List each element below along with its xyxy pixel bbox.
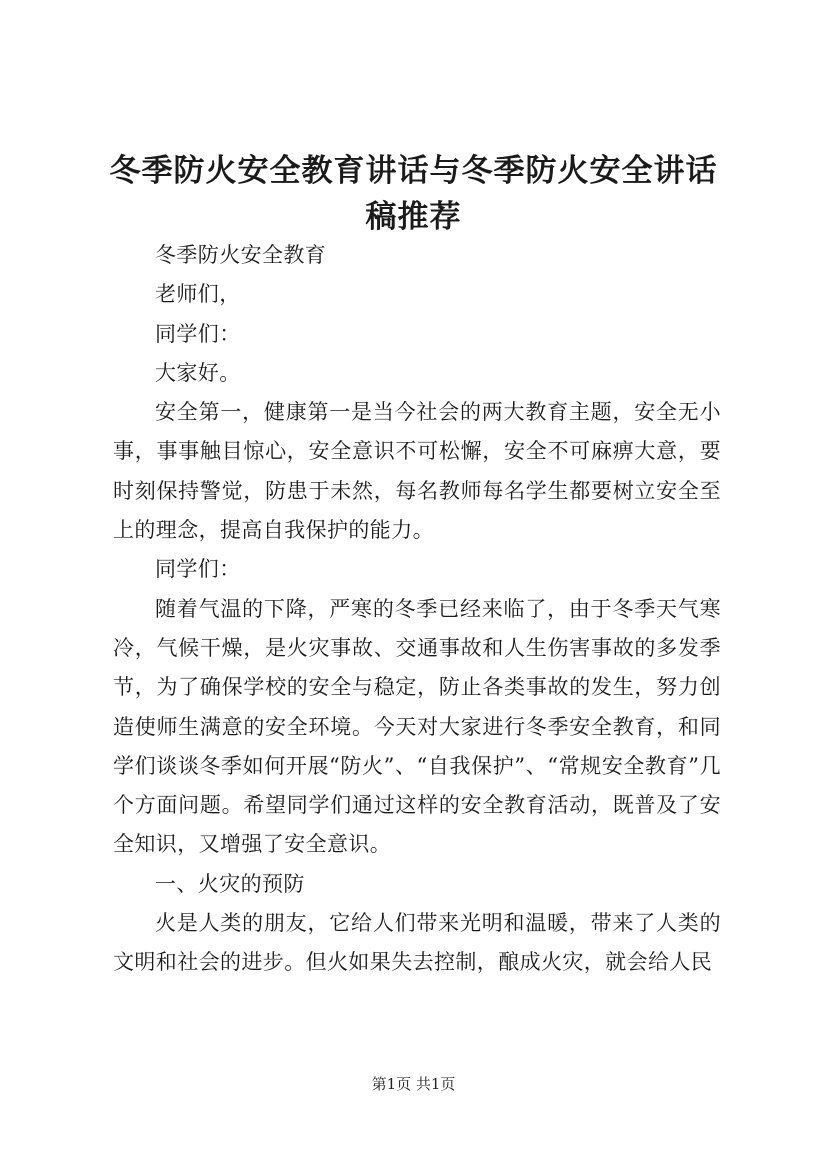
paragraph: 老师们， [155,282,241,307]
paragraph: 火是人类的朋友，它给人们带来光明和温暖，带来了人类的文明和社会的进步。但火如果失去控制，酿成火灾，就会给人民 [113,911,721,975]
paragraph: 同学们： [155,557,241,582]
paragraph: 同学们： [155,321,241,346]
paragraph: 大家好。 [155,360,241,385]
page-footer: 第1页 共1页 [371,1075,456,1093]
section-heading: 一、火灾的预防 [155,871,305,896]
paragraph: 随着气温的下降，严寒的冬季已经来临了，由于冬季天气寒冷，气候干燥，是火灾事故、交通事故和人生伤害事故的多发季节，为了确保学校的安全与稳定，防止各类事故的发生，努力创造使师生满意的安全环境。今天对大家进行冬季安全教育，和同学们谈谈冬季如何开展“防火”、“自我保护”、“常规安全教育”几个方面问题。希望同学们通过这样的安全教育活动，既普及了安全知识，又增强了安全意识。 [113,596,721,857]
document-title: 冬季防火安全教育讲话与冬季防火安全讲话稿推荐 [109,153,718,235]
paragraph: 安全第一，健康第一是当今社会的两大教育主题，安全无小事，事事触目惊心，安全意识不可松懈，安全不可麻痹大意，要时刻保持警觉，防患于未然，每名教师每名学生都要树立安全至上的理念，提高自我保护的能力。 [113,400,721,543]
paragraph: 冬季防火安全教育 [155,243,327,267]
document-body [113,236,721,983]
